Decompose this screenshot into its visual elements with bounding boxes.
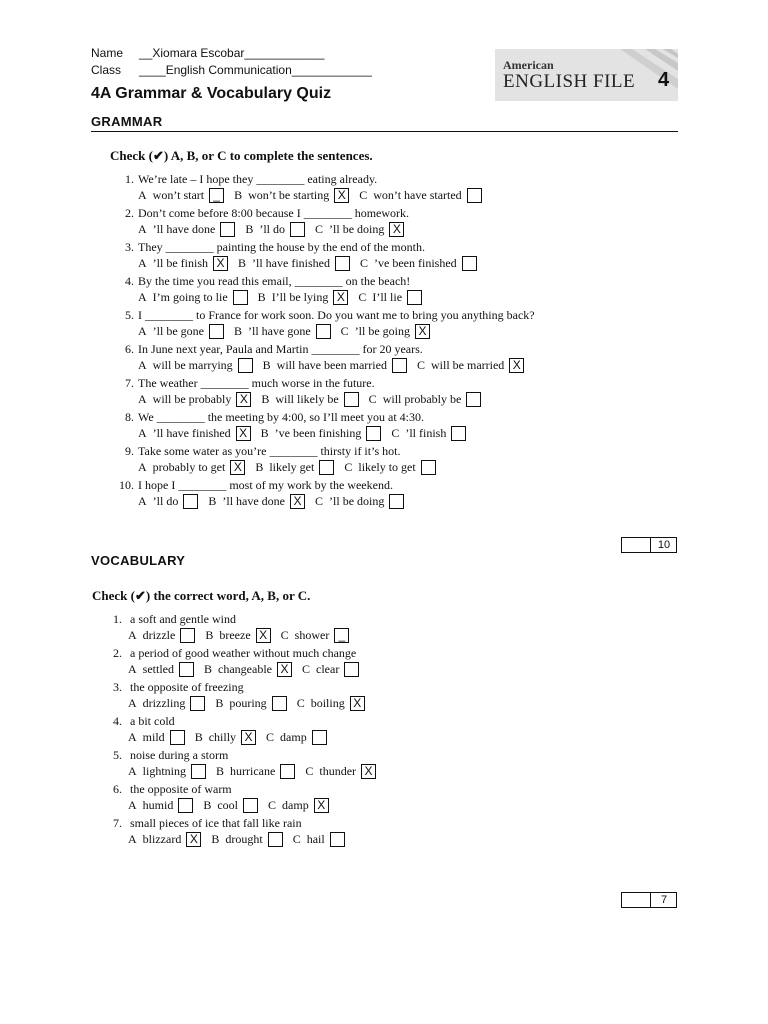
option-letter: B [260,426,269,440]
question-number: 4. [113,714,122,728]
option-text: ’ll be gone [152,324,204,338]
option-text: blizzard [142,832,182,846]
answer-checkbox[interactable] [280,764,295,779]
option-text: I’ll lie [372,290,403,304]
option-letter: A [128,764,137,778]
class-line [91,63,372,77]
answer-checkbox[interactable] [466,392,481,407]
option-letter: B [204,662,213,676]
option-letter: A [128,662,137,676]
answer-checkbox[interactable] [290,222,305,237]
option-b [234,324,331,339]
option-c [315,222,404,237]
option-c [305,764,376,779]
answer-options [138,290,432,305]
option-a [128,764,206,779]
answer-options [138,188,492,203]
option-letter: B [216,764,225,778]
option-b [203,798,258,813]
question-text: We’re late – I hope they ________ eating already. [138,172,378,186]
grammar-instruction: Check (✔) A, B, or C to complete the sentences. [110,148,373,163]
answer-checkbox[interactable] [180,628,195,643]
option-a [128,798,193,813]
option-letter: C [266,730,275,744]
answer-checkbox[interactable] [220,222,235,237]
option-letter: C [315,222,324,236]
question-number: 6. [113,782,122,796]
option-c [302,662,359,677]
answer-options [138,358,534,373]
option-a [138,222,235,237]
option-letter: C [305,764,314,778]
question-text: noise during a storm [130,748,229,762]
option-b [258,290,349,305]
option-a [138,290,248,305]
question-number: 2. [113,646,122,660]
option-letter: B [261,392,270,406]
answer-checkbox[interactable] [421,460,436,475]
option-letter: C [315,494,324,508]
answer-checkbox[interactable] [190,696,205,711]
question-number: 7. [113,816,122,830]
option-a [138,324,224,339]
question-number: 7. [125,376,134,390]
name-line [91,46,324,60]
question-number: 4. [125,274,134,288]
question-number: 9. [125,444,134,458]
question-text: a bit cold [130,714,175,728]
answer-checkbox[interactable] [170,730,185,745]
option-b [234,188,349,203]
option-b [255,460,334,475]
option-text: will be marrying [152,358,233,372]
option-b [261,426,382,441]
answer-checkbox[interactable] [462,256,477,271]
option-letter: C [292,832,301,846]
option-text: thunder [319,764,357,778]
answer-checkbox[interactable]: _ [209,188,224,203]
answer-checkbox[interactable] [272,696,287,711]
option-c [341,324,430,339]
divider [91,131,678,132]
option-letter: A [138,426,147,440]
answer-checkbox[interactable] [268,832,283,847]
answer-checkbox[interactable] [183,494,198,509]
question-text: By the time you read this email, ________ on the beach! [138,274,411,288]
option-text: won’t start [152,188,205,202]
option-letter: A [128,628,137,642]
option-text: ’ve been finished [374,256,457,270]
option-a [138,392,251,407]
answer-checkbox[interactable] [344,662,359,677]
answer-checkbox[interactable]: X [236,392,251,407]
grammar-score-box [621,537,677,553]
option-text: ’ll have done [152,222,216,236]
option-letter: B [205,628,214,642]
option-letter: C [268,798,277,812]
answer-checkbox[interactable]: X [290,494,305,509]
answer-checkbox[interactable] [233,290,248,305]
option-letter: A [128,730,137,744]
answer-checkbox[interactable]: X [509,358,524,373]
option-letter: C [416,358,425,372]
option-text: ’ll be finish [152,256,208,270]
logo-subtitle: American [503,58,554,72]
answer-checkbox[interactable] [392,358,407,373]
option-text: hail [306,832,325,846]
option-text: ’ll finish [405,426,447,440]
option-letter: C [360,256,369,270]
option-text: ’ll be doing [329,494,385,508]
answer-checkbox[interactable] [178,798,193,813]
option-letter: C [301,662,310,676]
question-text: a period of good weather without much change [130,646,357,660]
question-number: 6. [125,342,134,356]
answer-checkbox[interactable]: X [230,460,245,475]
option-letter: B [262,358,271,372]
option-letter: B [203,798,212,812]
answer-checkbox[interactable] [335,256,350,271]
option-letter: C [359,188,368,202]
option-text: won’t have started [373,188,462,202]
name-value: __Xiomara Escobar____________ [139,46,325,60]
option-text: clear [316,662,340,676]
question-text: I ________ to France for work soon. Do you want me to bring you anything back? [138,308,535,322]
answer-options [138,460,446,475]
option-a [138,426,251,441]
answer-checkbox[interactable]: X [333,290,348,305]
answer-options [128,662,369,677]
option-letter: A [138,358,147,372]
option-c [266,730,327,745]
answer-checkbox[interactable] [312,730,327,745]
option-text: hurricane [230,764,276,778]
vocabulary-instruction: Check (✔) the correct word, A, B, or C. [92,588,311,603]
answer-checkbox[interactable] [366,426,381,441]
answer-checkbox[interactable] [243,798,258,813]
option-letter: A [138,188,147,202]
option-a [138,358,253,373]
option-letter: B [238,256,247,270]
class-value: ____English Communication____________ [139,63,372,77]
answer-checkbox[interactable]: X [256,628,271,643]
option-letter: B [194,730,203,744]
option-text: boiling [310,696,345,710]
option-text: probably to get [152,460,226,474]
option-text: breeze [219,628,251,642]
option-text: cool [217,798,239,812]
option-letter: A [128,696,137,710]
question-text: small pieces of ice that fall like rain [130,816,302,830]
option-b [204,662,292,677]
option-text: drizzle [142,628,176,642]
option-letter: B [208,494,217,508]
option-letter: A [128,832,137,846]
option-a [128,730,185,745]
option-text: pouring [229,696,267,710]
option-text: will have been married [276,358,387,372]
vocabulary-score: 7 [660,894,668,906]
option-text: will probably be [382,392,462,406]
option-a [138,494,198,509]
option-letter: B [234,324,243,338]
option-c [344,460,435,475]
class-label: Class [91,63,122,77]
grammar-score: 10 [657,539,671,551]
option-a [138,256,228,271]
option-letter: C [296,696,305,710]
option-b [238,256,350,271]
option-b [245,222,305,237]
option-b [195,730,256,745]
option-c [297,696,365,711]
option-text: damp [282,798,309,812]
option-text: damp [280,730,307,744]
option-text: ’ll have finished [152,426,231,440]
question-text: They ________ painting the house by the end of the month. [138,240,425,254]
option-text: ’ll be going [354,324,411,338]
english-file-logo [495,49,678,101]
logo-title: ENGLISH FILE [503,71,636,92]
option-text: humid [142,798,174,812]
answer-options [138,494,414,509]
answer-checkbox[interactable]: X [350,696,365,711]
option-letter: A [138,494,147,508]
question-text: We ________ the meeting by 4:00, so I’ll meet you at 4:30. [138,410,424,424]
answer-checkbox[interactable]: X [361,764,376,779]
answer-options [128,764,386,779]
option-letter: B [245,222,254,236]
option-a [128,832,201,847]
question-number: 1. [113,612,122,626]
answer-options [128,696,375,711]
option-text: lightning [142,764,187,778]
answer-checkbox[interactable]: X [389,222,404,237]
answer-checkbox[interactable]: X [277,662,292,677]
answer-checkbox[interactable] [389,494,404,509]
question-text: the opposite of warm [130,782,232,796]
option-letter: B [234,188,243,202]
option-letter: B [215,696,224,710]
option-letter: A [138,256,147,270]
option-text: ’ll have done [222,494,286,508]
answer-checkbox[interactable] [238,358,253,373]
option-text: will be probably [152,392,232,406]
option-text: will likely be [275,392,339,406]
option-letter: A [138,290,147,304]
grammar-section-title: GRAMMAR [91,114,163,129]
option-c [391,426,466,441]
option-text: I’ll be lying [271,290,329,304]
question-text: I hope I ________ most of my work by the weekend. [138,478,393,492]
answer-checkbox[interactable] [316,324,331,339]
vocabulary-score-box [621,892,677,908]
option-text: will be married [430,358,505,372]
option-letter: A [138,460,147,474]
answer-checkbox[interactable]: X [334,188,349,203]
answer-checkbox[interactable]: X [186,832,201,847]
option-a [128,628,195,643]
option-c [315,494,404,509]
option-text: drought [225,832,263,846]
answer-checkbox[interactable]: X [314,798,329,813]
option-c [358,290,422,305]
option-letter: A [138,324,147,338]
option-text: shower [294,628,330,642]
option-c [360,256,477,271]
question-text: Don’t come before 8:00 because I ________ homework. [138,206,410,220]
answer-options [138,426,476,441]
option-a [128,662,194,677]
option-letter: B [255,460,264,474]
option-text: chilly [208,730,237,744]
answer-checkbox[interactable] [451,426,466,441]
option-b [216,764,295,779]
option-b [211,832,282,847]
option-text: changeable [218,662,272,676]
answer-options [128,628,359,643]
question-text: Take some water as you’re ________ thirsty if it’s hot. [138,444,401,458]
option-text: ’ll have gone [248,324,311,338]
question-number: 5. [113,748,122,762]
option-text: mild [142,730,165,744]
question-text: the opposite of freezing [130,680,244,694]
answer-checkbox[interactable]: X [236,426,251,441]
answer-checkbox[interactable]: X [213,256,228,271]
question-text: In June next year, Paula and Martin ________ for 20 years. [138,342,423,356]
option-c [417,358,524,373]
option-letter: A [138,222,147,236]
question-number: 5. [125,308,134,322]
option-letter: B [211,832,220,846]
option-text: settled [142,662,174,676]
option-text: drizzling [142,696,186,710]
option-a [138,188,224,203]
question-number: 10. [119,478,134,492]
answer-checkbox[interactable]: X [415,324,430,339]
answer-options [128,798,339,813]
answer-checkbox[interactable] [319,460,334,475]
page-title: 4A Grammar & Vocabulary Quiz [91,85,332,102]
answer-options [138,256,487,271]
option-a [128,696,205,711]
option-letter: B [257,290,266,304]
answer-checkbox[interactable] [330,832,345,847]
option-text: ’ll do [152,494,179,508]
logo-level: 4 [658,69,670,91]
option-c [359,188,481,203]
option-letter: C [340,324,349,338]
option-text: I’m going to lie [152,290,228,304]
question-number: 8. [125,410,134,424]
option-text: ’ll have finished [252,256,330,270]
option-b [261,392,358,407]
option-b [208,494,305,509]
question-number: 1. [125,172,134,186]
question-number: 3. [113,680,122,694]
answer-checkbox[interactable] [191,764,206,779]
vocabulary-section-title: VOCABULARY [91,553,186,568]
option-b [263,358,407,373]
answer-checkbox[interactable] [179,662,194,677]
answer-checkbox[interactable] [407,290,422,305]
option-a [138,460,245,475]
option-text: ’ve been finishing [274,426,362,440]
option-text: won’t be starting [248,188,330,202]
answer-checkbox[interactable] [467,188,482,203]
question-text: a soft and gentle wind [130,612,236,626]
option-letter: A [138,392,147,406]
question-text: The weather ________ much worse in the future. [138,376,375,390]
answer-checkbox[interactable]: _ [334,628,349,643]
option-c [268,798,329,813]
option-letter: C [391,426,400,440]
option-letter: C [358,290,367,304]
option-c [369,392,482,407]
answer-options [138,222,414,237]
answer-options [128,832,355,847]
answer-checkbox[interactable]: X [241,730,256,745]
question-number: 2. [125,206,134,220]
question-number: 3. [125,240,134,254]
answer-options [138,392,491,407]
option-text: likely get [269,460,315,474]
option-letter: C [344,460,353,474]
answer-options [138,324,440,339]
option-b [215,696,286,711]
option-c [281,628,350,643]
option-c [293,832,345,847]
option-text: likely to get [358,460,416,474]
option-text: ’ll be doing [329,222,385,236]
option-letter: C [280,628,289,642]
answer-checkbox[interactable] [209,324,224,339]
answer-options [128,730,337,745]
answer-checkbox[interactable] [344,392,359,407]
option-text: ’ll do [259,222,286,236]
option-b [205,628,270,643]
option-letter: C [368,392,377,406]
option-letter: A [128,798,137,812]
name-label: Name [91,46,124,60]
